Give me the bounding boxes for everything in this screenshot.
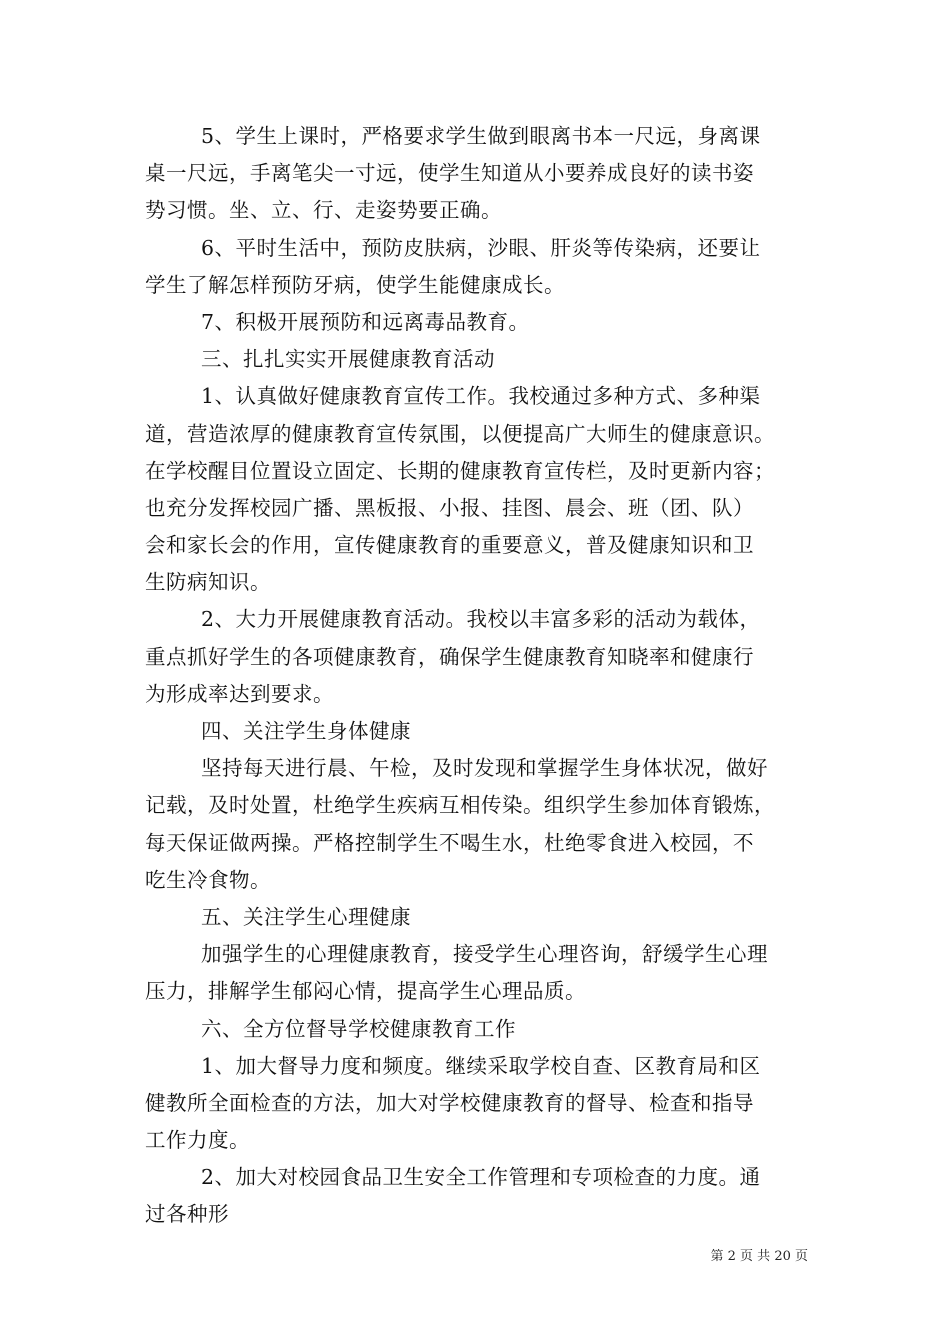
text-line: 道，营造浓厚的健康教育宣传氛围，以便提高广大师生的健康意识。 <box>145 421 775 446</box>
text-line: 每天保证做两操。严格控制学生不喝生水，杜绝零食进入校园，不 <box>145 830 754 855</box>
text-line: 五、关注学生心理健康 <box>201 904 411 929</box>
text-line: 过各种形 <box>145 1202 229 1227</box>
text-line: 在学校醒目位置设立固定、长期的健康教育宣传栏，及时更新内容； <box>145 458 775 483</box>
text-line: 重点抓好学生的各项健康教育，确保学生健康教育知晓率和健康行 <box>145 644 754 669</box>
page-number: 第 2 页 共 20 页 <box>710 1249 808 1264</box>
text-line: 为形成率达到要求。 <box>145 681 334 706</box>
text-line: 六、全方位督导学校健康教育工作 <box>201 1016 516 1041</box>
body-text <box>145 118 810 1234</box>
text-line: 势习惯。坐、立、行、走姿势要正确。 <box>145 198 502 223</box>
text-line: 三、扎扎实实开展健康教育活动 <box>201 347 495 372</box>
text-line: 健教所全面检查的方法，加大对学校健康教育的督导、检查和指导 <box>145 1090 754 1115</box>
text-line: 吃生冷食物。 <box>145 867 271 892</box>
text-line: 压力，排解学生郁闷心情，提高学生心理品质。 <box>145 979 586 1004</box>
text-line: 会和家长会的作用，宣传健康教育的重要意义，普及健康知识和卫 <box>145 533 754 558</box>
text-line: 2、加大对校园食品卫生安全工作管理和专项检查的力度。通 <box>201 1165 761 1190</box>
text-line: 桌一尺远，手离笔尖一寸远，使学生知道从小要养成良好的读书姿 <box>145 161 754 186</box>
text-line: 坚持每天进行晨、午检，及时发现和掌握学生身体状况，做好 <box>201 756 768 781</box>
text-line: 7、积极开展预防和远离毒品教育。 <box>201 309 530 334</box>
text-line: 2、大力开展健康教育活动。我校以丰富多彩的活动为载体， <box>201 607 761 632</box>
text-line: 6、平时生活中，预防皮肤病，沙眼、肝炎等传染病，还要让 <box>201 235 761 260</box>
text-line: 加强学生的心理健康教育，接受学生心理咨询，舒缓学生心理 <box>201 942 768 967</box>
text-line: 记载，及时处置，杜绝学生疾病互相传染。组织学生参加体育锻炼， <box>145 793 775 818</box>
text-line: 5、学生上课时，严格要求学生做到眼离书本一尺远，身离课 <box>201 124 761 148</box>
text-line: 1、加大督导力度和频度。继续采取学校自查、区教育局和区 <box>201 1053 761 1078</box>
text-line: 也充分发挥校园广播、黑板报、小报、挂图、晨会、班（团、队） <box>145 495 754 520</box>
text-line: 四、关注学生身体健康 <box>201 719 411 743</box>
text-line: 1、认真做好健康教育宣传工作。我校通过多种方式、多种渠 <box>201 384 761 409</box>
text-line: 生防病知识。 <box>145 570 271 595</box>
text-line: 学生了解怎样预防牙病，使学生能健康成长。 <box>145 272 565 297</box>
text-line: 工作力度。 <box>145 1128 250 1153</box>
